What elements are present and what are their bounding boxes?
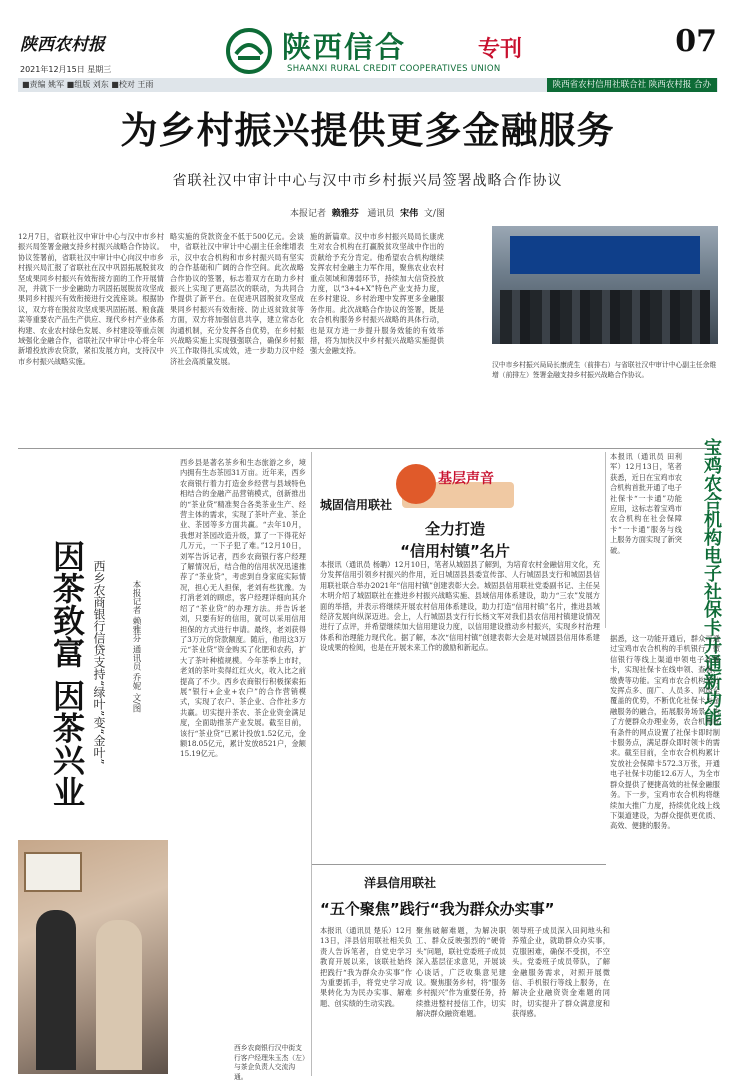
lead-subhead: 省联社汉中审计中心与汉中市乡村振兴局签署战略合作协议 <box>172 173 563 189</box>
column-rule <box>605 452 606 628</box>
right-story-text-top: 本报讯（通讯员 田利军）12月13日，笔者获悉，近日在宝鸡市农合机构首批开通了电子社保卡“一卡通”功能应用，这标志着宝鸡市农合机构在社会保障卡“一卡通”服务与线上服务方面实现了新突破。 <box>610 452 682 555</box>
column-tag-label: 基层声音 <box>438 471 494 487</box>
brand-name-cn: 陕西信合 <box>282 30 407 64</box>
right-story-text: 据悉，这一功能开通后，群众可通过宝鸡市农合机构的手机银行、微信银行等线上渠道申领电子社保卡，实现社保卡在线申领、查询、缴费等功能。宝鸡市农合机构充分发挥点多、面广、人员多、网络全覆盖的优势，不断优化社保卡与金融服务的融合，拓展服务场景。为了方便群众办理业务，农合机构在有条件的网点设置了社保卡即时制卡服务点，满足群众即时领卡的需求。截至目前，全市农合机构累计发放社会保障卡572.3万张，开通电子社保卡功能12.6万人，为全市群众提供了便捷高效的社保金融服务。下一步，宝鸡市农合机构将继续加大推广力度，持续优化线上线下渠道建设，为群众提供更优质、高效、便捷的服务。 <box>610 634 720 831</box>
story2-headline: “五个聚焦”践行“我为群众办实事” <box>320 900 555 918</box>
byline-correspondent: 宋伟 <box>400 209 419 219</box>
left-story-byline: 本报记者 赖雅芬 通讯员 乔妮 文/图 <box>131 580 141 713</box>
story2-column-3: 领导班子成员深入田间地头和养殖企业，就助群众办实事，克服困难，确保不受损，不空头。党委班子成员带队，了解金融服务需求，对照开展微信、手机银行等线上服务，在解决企业融资资金难题的同时，切实提升了群众满意度和获得感。 <box>512 926 610 1019</box>
lead-headline: 为乡村振兴提供更多金融服务 <box>120 109 615 152</box>
right-story-title: 宝鸡农合机构电子社保卡开通新功能 <box>701 438 722 726</box>
photo-people <box>500 290 710 344</box>
photo-person-left <box>36 910 76 1070</box>
lead-byline <box>0 206 735 219</box>
story1-headline-line1: 全力打造 <box>424 520 485 538</box>
left-story-text: 西乡县是著名茶乡和生态旅游之乡，境内拥有生态茶园31万亩。近年来，西乡农商银行着力打造金乡经营与县域特色相结合的金融产品营销模式，创新推出的“茶业贷”精准契合各类茶业生产、经营主体的需求，实现了茶叶产业、茶企业、茶园等多方面共赢。“去年10月，我想对茶园改造升级，算了一下得花好几万元，一下子犯了难。”12月10日，刘军告诉记者，西乡农商银行客户经理了解情况后，结合他的信用状况迅速推荐了“茶业贷”，考虑到自身家庭实际情况，担心无人担保，老刘有些犹豫。为打消老刘的顾虑，客户经理详细向其介绍了“茶业贷”的办理方法。并告诉老刘，只要有好的信用，就可以采用信用担保的方式进行申请。最终，老刘获得了3万元的贷款额度。随后，他用这3万元“茶业贷”资金购买了化肥和农药，扩大了茶叶种植规模。今年茶季上市时，老刘的茶叶卖得红红火火，收入比之前提高了不少。西乡农商银行积极探索拓展“银行+企业+农户”的合作营销模式，实现了农户、茶企业、合作社多方共赢。切实提升茶农、茶企业资金满足度，全面助推茶产业发展。截至目前，该行“茶业贷”已累计投放1.52亿元，金额18.05亿元，累计发放8521户，金额15.19亿元。 <box>180 458 306 759</box>
editor-credits: ■责编 姚军 ■组版 刘东 ■校对 王雨 <box>22 80 154 89</box>
section-divider <box>312 864 606 865</box>
lead-photo-caption: 汉中市乡村振兴局局长康虎生（前排右）与省联社汉中审计中心副主任余维增（前排左）签署金融支持乡村振兴战略合作协议。 <box>492 361 717 379</box>
story2-section: 洋县信用联社 <box>364 876 437 890</box>
left-story-photo <box>18 840 168 1074</box>
page-number: 07 <box>675 24 717 59</box>
co-publisher-label: 陕西省农村信用社联合社 陕西农村报 合办 <box>547 78 717 92</box>
lead-column-2: 略实施的贷款资金不低于500亿元。会谈中，省联社汉中审计中心副主任余维增表示，汉中农合机构和市乡村振兴局有坚实的合作基础和广阔的合作空间。此次战略合作协议的签署，标志着双方在助力乡村振兴上实现了更高层次的联动，为共同合作提供了新平台。在促进巩固脱贫攻坚成果同乡村振兴有效衔接、防止返贫致贫等方面，双方将加强信息共享，建立常态化沟通机制，充分发挥各自优势，在乡村振兴战略实施上实现强强联合，确保乡村振兴工作取得扎实成效，进一步助力汉中经济社会高质量发展。 <box>170 232 304 366</box>
photo-banner <box>510 236 700 274</box>
megaphone-icon <box>396 464 436 504</box>
story1-text: 本报讯（通讯员 杨聃）12月10日，笔者从城固县了解到，为培育农村金融信用文化，充分发挥信用引领乡村振兴的作用，近日城固县县委宣传部、人行城固县支行和城固县信用联社联合举办2021年“信用村镇”创建表彰大会。城固县信用联社党委副书记、主任吴木明介绍了城固联社在推进乡村振兴战略实施、县域信用体系建设，助力“三农”发展方面的举措，并表示将继续开展农村信用体系建设，助力打造“信用村镇”名片，推进县域经济发展向纵深迈进。会上，人行城固县支行行长杨文军对我们县农信用村镇建设情况进行了点评，并希望继续加大信用建设力度，以信用建设推动乡村振兴，实现乡村治理体系和治理能力现代化。据了解，本次“信用村镇”创建表彰大会是对城固县信用体系建设成果的检阅，也是在开展未来工作的激励和新起点。 <box>320 560 600 653</box>
byline-reporter: 赖雅芬 <box>331 209 359 219</box>
story1-section: 城固信用联社 <box>320 498 393 512</box>
byline-suffix: 文/图 <box>423 209 445 219</box>
newspaper-name: 陕西农村报 <box>20 35 105 55</box>
story2-column-2: 聚焦破解难题，为解决职工、群众反映强烈的“硬骨头”问题，联社党委班子成员深入基层征求意见，开展谈心谈话，广泛收集意见建议。聚焦服务乡村，将“服务乡村振兴”作为重要任务，持续推进整村授信工作，切实解决群众融资难题。 <box>416 926 506 1019</box>
brand-name-en: SHAANXI RURAL CREDIT COOPERATIVES UNION <box>287 64 501 74</box>
special-edition-label: 专刊 <box>478 37 523 62</box>
section-divider <box>18 448 718 449</box>
lead-column-1: 12月7日，省联社汉中审计中心与汉中市乡村振兴局签署金融支持乡村振兴战略合作协议。协议签署前，省联社汉中审计中心向汉中市乡村振兴局汇报了省联社在汉中巩固拓展脱贫攻坚成果同乡村振兴有效衔接方面的工作开展情况，并就下一步金融助力巩固拓展脱贫攻坚成果同乡村振兴有效衔接进行交流座谈。根据协议，双方将在脱贫攻坚成果巩固拓展、粮食蔬菜等重要农产品生产供应、现代乡村产业体系构建、农业农村绿色发展、乡村建设等重点领域强化金融合作，省联社汉中审计中心将全年新增投放涉农贷款，紧扣发展方向，支持汉中市乡村振兴战略实施。 <box>18 232 164 366</box>
byline-mid: 通讯员 <box>367 209 395 219</box>
story2-column-1: 本报讯（通讯员 楚乐）12月13日，洋县信用联社相关负责人告诉笔者，自党史学习教育开展以来，该联社始终把践行“我为群众办实事”作为重要抓手，将党史学习成果转化为为民办实事、解难题、创实绩的生动实践。 <box>320 926 412 1008</box>
byline-prefix: 本报记者 <box>290 209 327 219</box>
photo-person-right <box>96 920 142 1070</box>
story1-headline-line2: “信用村镇”名片 <box>400 542 510 560</box>
issue-date: 2021年12月15日 星期三 <box>20 65 112 74</box>
left-story-title: 因茶致富 因茶兴业 <box>48 540 86 808</box>
shaanxi-rcc-logo-icon <box>226 28 272 74</box>
left-story-subtitle: 西乡农商银行信贷支持“绿叶”变“金叶” <box>92 560 106 765</box>
left-story-photo-caption: 西乡农商银行汉中街支行客户经理朱玉杰（左）与茶企负责人交流沟通。 <box>234 1044 306 1081</box>
lead-photo <box>492 226 718 344</box>
column-rule <box>311 452 312 1076</box>
photo-wall-frame <box>24 852 82 892</box>
lead-column-3: 施的新篇章。汉中市乡村振兴局局长康虎生对农合机构在打赢脱贫攻坚战中作出的贡献给予充分肯定。他希望农合机构继续发挥农村金融主力军作用，聚焦农业农村重点领域和薄弱环节，持续加大信贷投放力度，以“3+4+X”特色产业支持力度，在乡村建设、乡村治理中发挥更多金融服务作用。此次战略合作协议的签署，既是农合机构服务乡村振兴战略的具体行动，也是双方进一步提升服务效能的有效举措，将为加快汉中乡村振兴战略实施提供强大金融支持。 <box>310 232 444 356</box>
